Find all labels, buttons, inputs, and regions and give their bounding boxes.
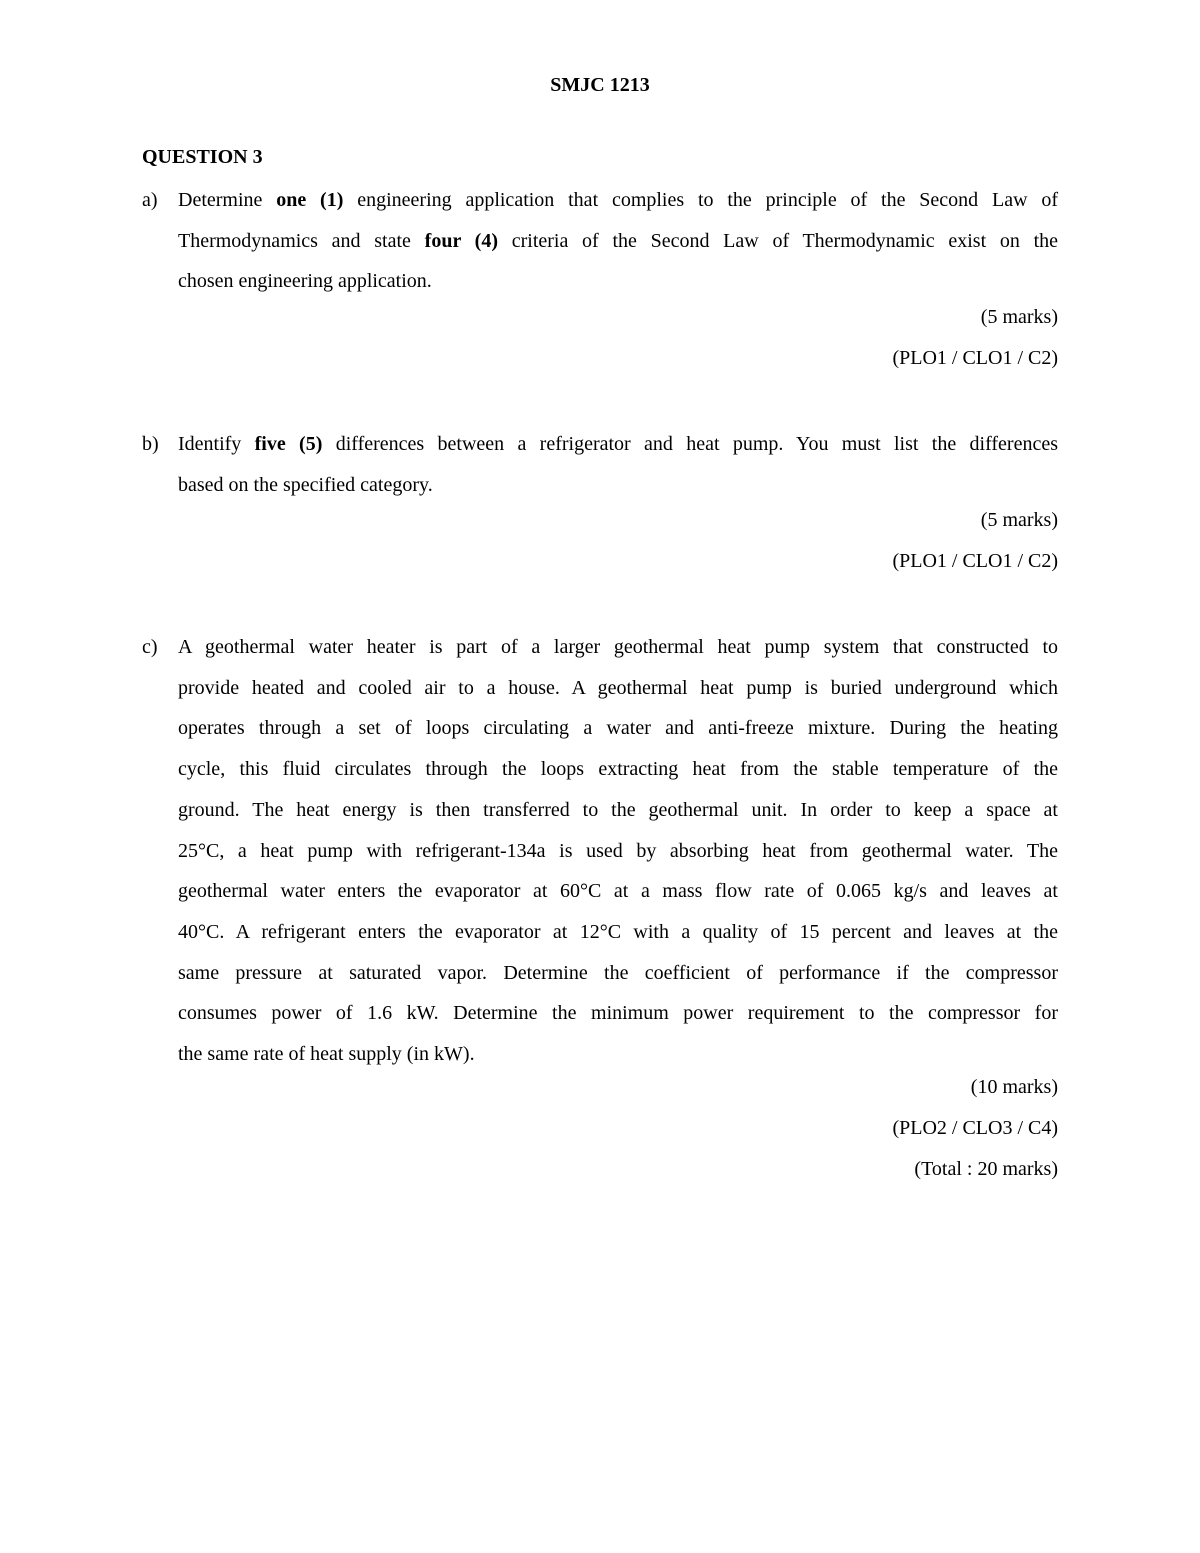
part-c-label: c) <box>142 636 158 658</box>
part-b-label: b) <box>142 433 159 455</box>
part-c-text <box>178 627 1058 1075</box>
course-code: SMJC 1213 <box>550 74 650 96</box>
part-c-line: ground. The heat energy is then transferred to the geothermal unit. In order to keep a space at <box>178 798 1058 821</box>
bold-run: four (4) <box>424 229 498 252</box>
part-a-label: a) <box>142 189 158 211</box>
question-title: QUESTION 3 <box>142 146 263 168</box>
part-c <box>142 627 1058 1075</box>
part-b-text <box>178 424 1058 505</box>
part-c-line: geothermal water enters the evaporator at 60°C at a mass flow rate of 0.065 kg/s and leaves at <box>178 880 1058 903</box>
part-a-line-1 <box>178 180 1058 221</box>
part-a-line-3: chosen engineering application. <box>178 270 432 293</box>
text-run: Determine <box>178 189 277 211</box>
part-c-line: the same rate of heat supply (in kW). <box>178 1043 475 1066</box>
text-run: engineering application that complies to the principle of the Second Law of <box>343 189 1059 211</box>
part-c-line: provide heated and cooled air to a house. A geothermal heat pump is buried underground which <box>178 676 1058 699</box>
total-marks: (Total : 20 marks) <box>914 1158 1058 1180</box>
text-run: criteria of the Second Law of Thermodynamic exist on the <box>498 229 1058 252</box>
part-c-line: 25°C, a heat pump with refrigerant-134a is used by absorbing heat from geothermal water. The <box>178 839 1058 862</box>
part-b-outcome: (PLO1 / CLO1 / C2) <box>892 550 1058 572</box>
part-b-line-1 <box>178 424 1058 465</box>
part-c-marks: (10 marks) <box>970 1076 1058 1098</box>
bold-run: one (1) <box>276 189 344 211</box>
part-b <box>142 424 1058 505</box>
part-c-line: operates through a set of loops circulating a water and anti-freeze mixture. During the heating <box>178 717 1058 740</box>
part-c-line: consumes power of 1.6 kW. Determine the minimum power requirement to the compressor for <box>178 1002 1058 1025</box>
part-c-outcome: (PLO2 / CLO3 / C4) <box>892 1117 1058 1139</box>
part-a-outcome: (PLO1 / CLO1 / C2) <box>892 347 1058 369</box>
part-a-line-2 <box>178 221 1058 262</box>
part-c-line: cycle, this fluid circulates through the loops extracting heat from the stable temperature of the <box>178 758 1058 781</box>
part-a-text <box>178 180 1058 302</box>
part-a <box>142 180 1058 302</box>
part-c-line: same pressure at saturated vapor. Determine the coefficient of performance if the compressor <box>178 961 1058 984</box>
part-b-line-2: based on the specified category. <box>178 473 433 496</box>
bold-run: five (5) <box>254 433 323 455</box>
part-c-line: 40°C. A refrigerant enters the evaporator at 12°C with a quality of 15 percent and leaves at the <box>178 920 1058 943</box>
text-run: differences between a refrigerator and heat pump. You must list the differences <box>322 433 1059 455</box>
part-a-marks: (5 marks) <box>980 306 1058 328</box>
part-b-marks: (5 marks) <box>980 509 1058 531</box>
text-run: Identify <box>178 433 255 455</box>
part-c-line: A geothermal water heater is part of a larger geothermal heat pump system that constructed to <box>178 636 1058 658</box>
text-run: Thermodynamics and state <box>178 229 425 252</box>
